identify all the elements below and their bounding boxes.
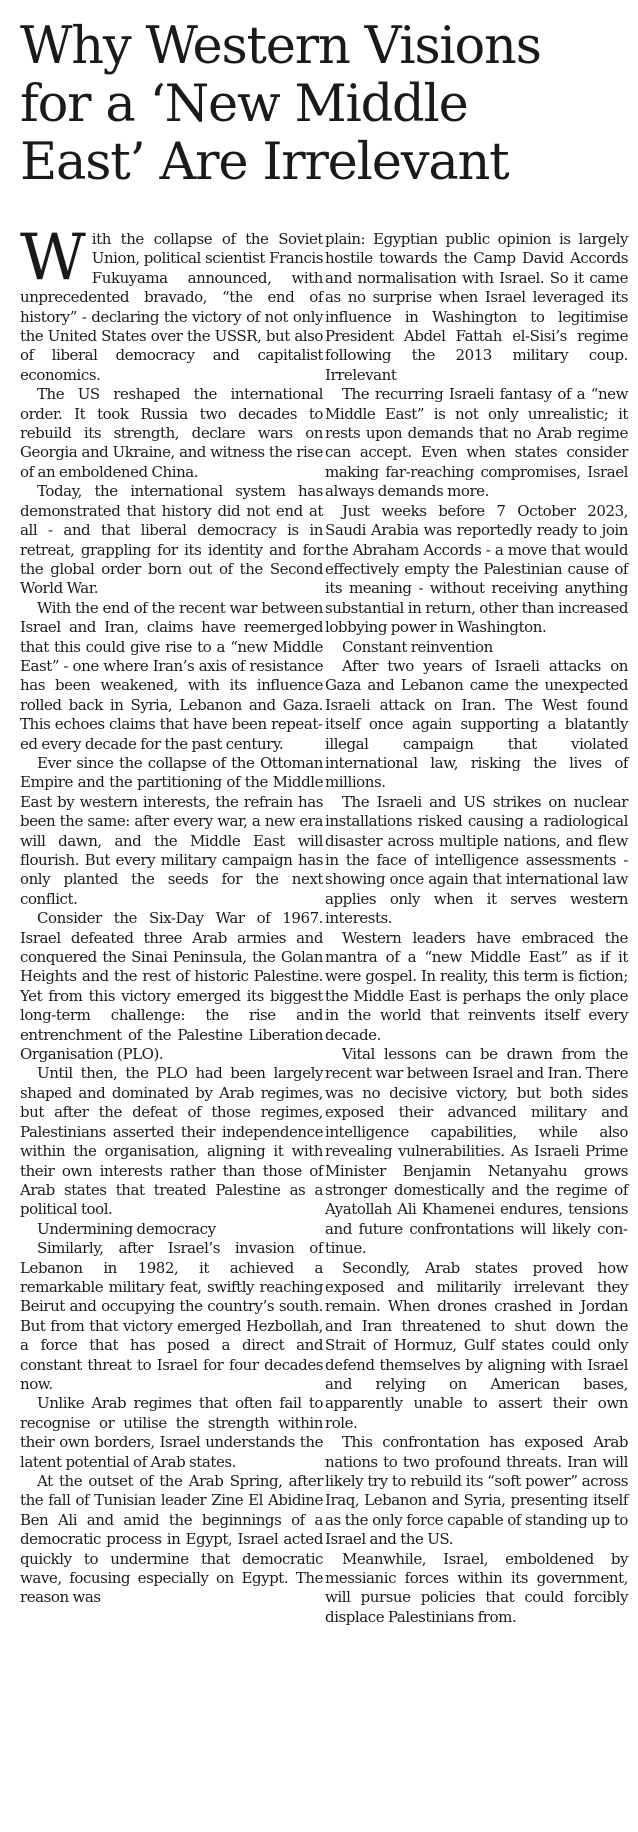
paragraph: Just weeks before 7 October 2023, Saudi Arabia was reportedly ready to join the Abraham Accords - a move that would effectively empty the Palestinian cause of its meaning - without receiving anything substantial in return, other than increased lobbying power in Washington. [325, 501, 628, 637]
paragraph: plain: Egyptian public opinion is largely hostile towards the Camp David Accords and normalisation with Israel. So it came as no surprise when Israel leveraged its influence in Washington to legitimise President Abdel Fattah el-Sisi’s regime following the 2013 military coup. Irrelevant [325, 230, 628, 384]
paragraph: Unlike Arab regimes that often fail to recognise or utilise the strength within their own borders, Israel understands the latent potential of Arab states. [20, 1394, 323, 1471]
article-column-left [20, 221, 323, 1608]
paragraph: Meanwhile, Israel, emboldened by messianic forces within its government, will pursue policies that could forcibly displace Palestinians from. [325, 1549, 628, 1626]
paragraph: Vital lessons can be drawn from the recent war between Israel and Iran. There was no decisive victory, but both sides exposed their advanced military and intelligence capabilities, while also revealing vulnerabilities. As Israeli Prime Minister Benjamin Netanyahu grows stronger domestically and the regime of Ayatollah Ali Khamenei endures, tensions and future confrontations will likely continue. [325, 1045, 628, 1258]
paragraph: At the outset of the Arab Spring, after the fall of Tunisian leader Zine El Abidine Ben Ali and amid the beginnings of a democratic process in Egypt, Israel acted quickly to undermine that democratic wave, focusing especially on Egypt. The reason was [20, 1472, 323, 1607]
paragraph [20, 221, 323, 385]
paragraph: This confrontation has exposed Arab nations to two profound threats. Iran will likely try to rebuild its “soft power” across Iraq, Lebanon and Syria, presenting itself as the only force capable of standing up to Israel and the US. [325, 1433, 628, 1549]
paragraph: The US reshaped the international order. It took Russia two decades to rebuild its strength, declare wars on Georgia and Ukraine, and witness the rise of an emboldened China. [20, 385, 323, 481]
paragraph: Similarly, after Israel’s invasion of Lebanon in 1982, it achieved a remarkable military feat, swiftly reaching Beirut and occupying the country’s south. But from that victory emerged Hezbollah, a force that has posed a direct and constant threat to Israel for four decades now. [20, 1239, 323, 1393]
headline-line-1: Why Western Visions [20, 17, 541, 76]
paragraph: Ever since the collapse of the Ottoman Empire and the partitioning of the Middle East by western interests, the refrain has been the same: after every war, a new era will dawn, and the Middle East will flourish. But every military campaign has only planted the seeds for the next conflict. [20, 753, 323, 908]
headline-line-3: East’ Are Irrelevant [20, 133, 509, 192]
headline [20, 18, 630, 192]
paragraph: With the end of the recent war between Israel and Iran, claims have reemerged that this could give rise to a “new Middle East” - one where Iran’s axis of resistance has been weakened, with its influence rolled back in Syria, Lebanon and Gaza. This echoes claims that have been repeated every decade for the past century. [20, 598, 323, 753]
subheading: Undermining democracy [37, 1219, 216, 1238]
headline-line-2: for a ‘New Middle [20, 75, 468, 134]
article-column-right [325, 230, 628, 1627]
paragraph: Secondly, Arab states proved how exposed and militarily irrelevant they remain. When drones crashed in Jordan and Iran threatened to shut down the Strait of Hormuz, Gulf states could only defend themselves by aligning with Israel and relying on American bases, apparently unable to assert their own role. [325, 1258, 628, 1432]
paragraph: Consider the Six-Day War of 1967. Israel defeated three Arab armies and conquered the Sinai Peninsula, the Golan Heights and the rest of historic Palestine. Yet from this victory emerged its biggest long-term challenge: the rise and entrenchment of the Palestine Liberation Organisation (PLO). [20, 909, 323, 1064]
subheading: Constant reinvention [342, 637, 493, 656]
paragraph: Until then, the PLO had been largely shaped and dominated by Arab regimes, but after the defeat of those regimes, Palestinians asserted their independence within the organisation, aligning it with their own interests rather than those of Arab states that treated Palestine as a political tool. [20, 1064, 323, 1219]
paragraph-text: ith the collapse of the Soviet Union, political scientist Francis Fukuyama announced, with unprecedented bravado, “the end of history” - declaring the victory of not only the United States over the USSR, but also of liberal democracy and capitalist economics. [20, 230, 323, 384]
paragraph: The recurring Israeli fantasy of a “new Middle East” is not only unrealistic; it rests upon demands that no Arab regime can accept. Even when states consider making far-reaching compromises, Israel always demands more. [325, 385, 628, 501]
paragraph: The Israeli and US strikes on nuclear installations risked causing a radiological disaster across multiple nations, and flew in the face of intelligence assessments - showing once again that international law applies only when it serves western interests. [325, 792, 628, 928]
paragraph: Western leaders have embraced the mantra of a “new Middle East” as if it were gospel. In reality, this term is fiction; the Middle East is perhaps the only place in the world that reinvents itself every decade. [325, 928, 628, 1044]
drop-cap: W [20, 221, 86, 295]
paragraph: Today, the international system has demonstrated that history did not end at all - and that liberal democracy is in retreat, grappling for its identity and for the global order born out of the Second World War. [20, 482, 323, 598]
paragraph: After two years of Israeli attacks on Gaza and Lebanon came the unexpected Israeli attack on Iran. The West found itself once again supporting a blatantly illegal campaign that violated international law, risking the lives of millions. [325, 656, 628, 792]
